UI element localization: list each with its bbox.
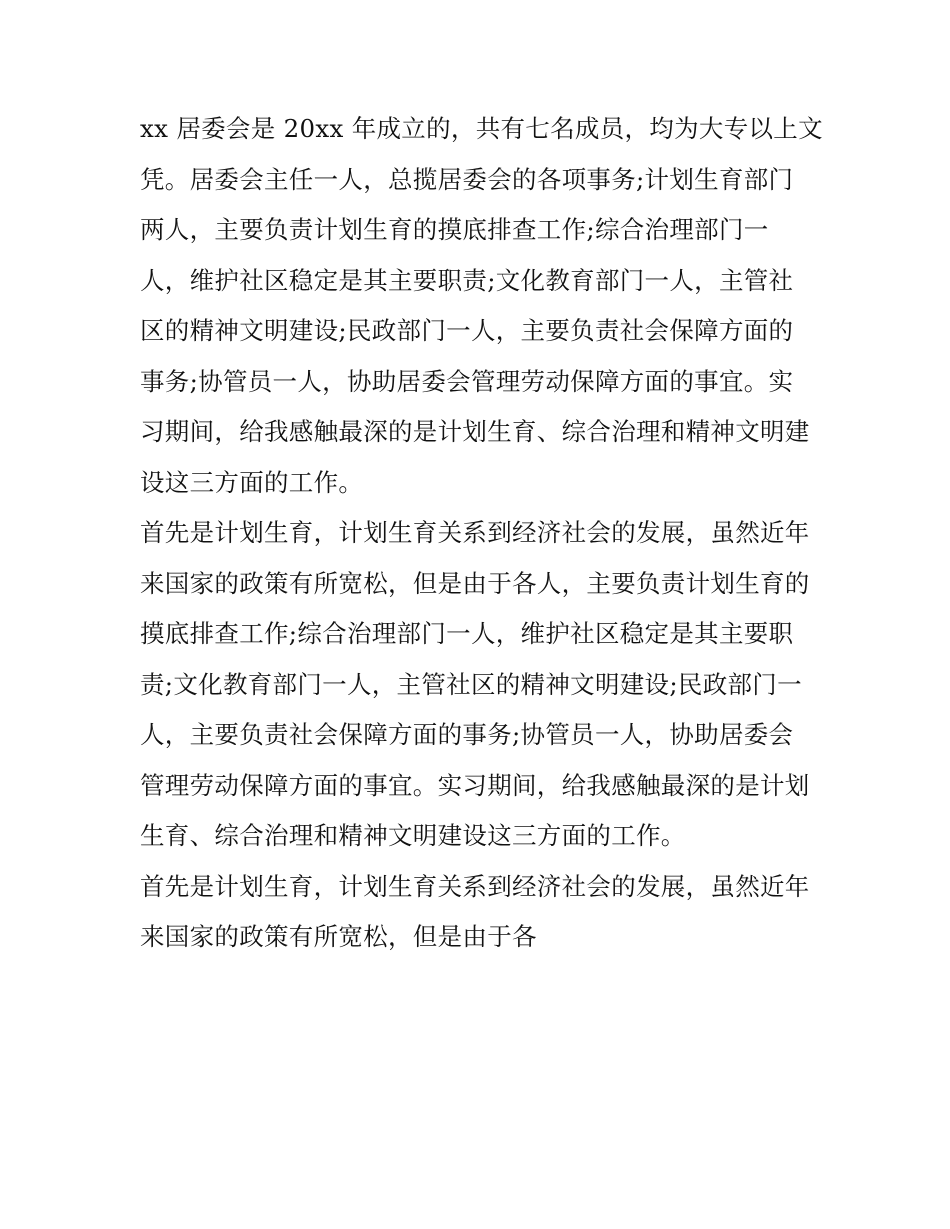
document-body bbox=[140, 104, 823, 963]
text-line: 设这三方面的工作。 bbox=[140, 467, 364, 497]
text-line: 首先是计划生育，计划生育关系到经济社会的发展，虽然近年 bbox=[140, 518, 810, 547]
paragraph-2 bbox=[140, 508, 820, 862]
text-line: 生育、综合治理和精神文明建设这三方面的工作。 bbox=[140, 821, 686, 850]
paragraph-3 bbox=[140, 862, 820, 963]
text-line: 来国家的政策有所宽松，但是由于各 bbox=[140, 922, 537, 951]
paragraph-1 bbox=[140, 104, 823, 508]
text-line: 人，维护社区稳定是其主要职责;文化教育部门一人，主管社 bbox=[140, 265, 794, 295]
text-line: xx 居委会是 20xx 年成立的，共有七名成员，均为大专以上文 bbox=[140, 114, 823, 143]
text-line: 区的精神文明建设;民政部门一人，主要负责社会保障方面的 bbox=[140, 316, 794, 345]
text-line: 首先是计划生育，计划生育关系到经济社会的发展，虽然近年 bbox=[140, 871, 810, 901]
text-line: 管理劳动保障方面的事宜。实习期间，给我感触最深的是计划 bbox=[140, 770, 810, 800]
text-line: 来国家的政策有所宽松，但是由于各人，主要负责计划生育的 bbox=[140, 568, 810, 598]
text-line: 习期间，给我感触最深的是计划生育、综合治理和精神文明建 bbox=[140, 417, 810, 446]
text-line: 人，主要负责社会保障方面的事务;协管员一人，协助居委会 bbox=[140, 720, 794, 749]
text-line: 摸底排查工作;综合治理部门一人，维护社区稳定是其主要职 bbox=[140, 619, 794, 648]
text-line: 事务;协管员一人，协助居委会管理劳动保障方面的事宜。实 bbox=[140, 366, 794, 396]
text-line: 责;文化教育部门一人，主管社区的精神文明建设;民政部门一 bbox=[140, 669, 802, 699]
text-line: 凭。居委会主任一人，总揽居委会的各项事务;计划生育部门 bbox=[140, 164, 794, 194]
text-line: 两人，主要负责计划生育的摸底排查工作;综合治理部门一 bbox=[140, 215, 769, 244]
